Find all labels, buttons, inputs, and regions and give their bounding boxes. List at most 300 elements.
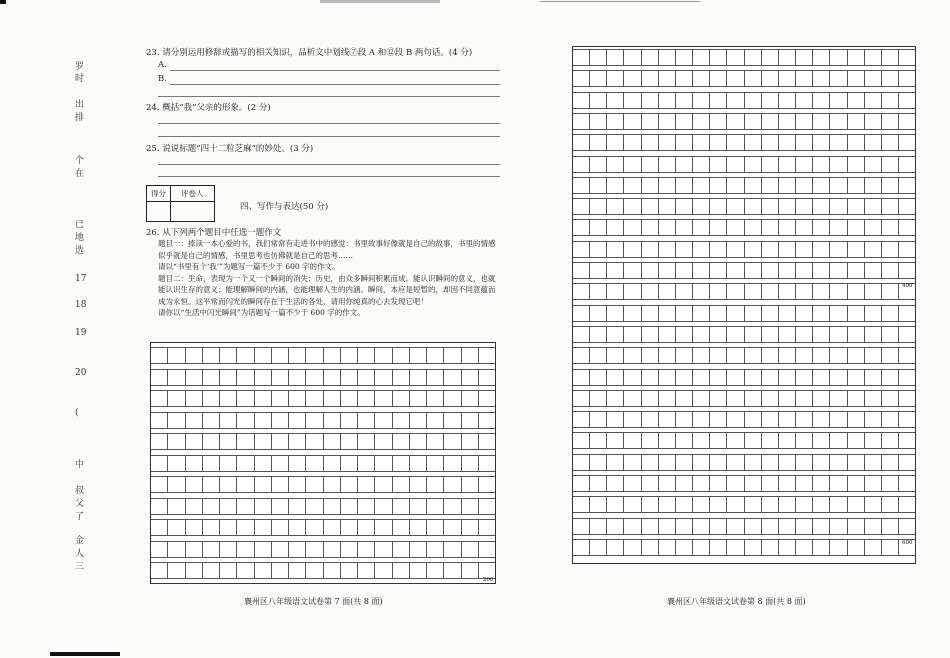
grid-cell[interactable] — [778, 113, 795, 130]
grid-cell[interactable] — [641, 496, 658, 513]
grid-cell[interactable] — [864, 92, 881, 109]
grid-cell[interactable] — [864, 198, 881, 215]
grid-cell[interactable] — [726, 70, 743, 87]
grid-cell[interactable] — [795, 518, 812, 535]
grid-cell[interactable] — [709, 369, 726, 386]
grid-cell[interactable] — [573, 262, 589, 279]
grid-cell[interactable] — [236, 541, 253, 558]
grid-cell[interactable] — [795, 198, 812, 215]
grid-cell[interactable] — [692, 49, 709, 66]
grid-cell[interactable] — [726, 475, 743, 492]
grid-cell[interactable] — [709, 539, 726, 556]
grid-cell[interactable] — [812, 134, 829, 151]
grid-cell[interactable] — [812, 539, 829, 556]
grid-cell[interactable] — [623, 432, 640, 449]
grid-cell[interactable] — [778, 283, 795, 300]
grid-cell[interactable] — [812, 347, 829, 364]
score-field[interactable] — [147, 202, 171, 222]
grid-cell[interactable] — [709, 241, 726, 258]
grid-cell[interactable] — [623, 518, 640, 535]
grid-cell[interactable] — [692, 454, 709, 471]
grid-cell[interactable] — [288, 433, 305, 450]
grid-cell[interactable] — [692, 518, 709, 535]
grid-cell[interactable] — [641, 454, 658, 471]
grid-cell[interactable] — [573, 454, 589, 471]
grid-cell[interactable] — [219, 498, 236, 515]
grid-cell[interactable] — [426, 347, 443, 364]
grid-cell[interactable] — [374, 412, 391, 429]
grid-cell[interactable] — [795, 347, 812, 364]
grid-cell[interactable] — [881, 156, 898, 173]
grid-cell[interactable] — [589, 283, 606, 300]
grid-cell[interactable] — [709, 475, 726, 492]
grid-cell[interactable] — [254, 347, 271, 364]
grid-cell[interactable] — [641, 262, 658, 279]
grid-cell[interactable] — [692, 390, 709, 407]
grid-cell[interactable] — [573, 518, 589, 535]
grid-cell[interactable] — [744, 369, 761, 386]
grid-cell[interactable] — [340, 562, 357, 579]
grid-cell[interactable] — [761, 92, 778, 109]
grid-cell[interactable] — [864, 219, 881, 236]
grid-cell[interactable] — [151, 519, 167, 536]
grid-cell[interactable] — [795, 496, 812, 513]
grid-cell[interactable] — [675, 70, 692, 87]
grid-cell[interactable] — [726, 305, 743, 322]
grid-cell[interactable] — [795, 475, 812, 492]
grid-cell[interactable] — [778, 49, 795, 66]
grid-cell[interactable] — [623, 454, 640, 471]
grid-cell[interactable] — [340, 412, 357, 429]
grid-cell[interactable] — [426, 433, 443, 450]
grid-cell[interactable] — [847, 241, 864, 258]
grid-cell[interactable] — [829, 518, 846, 535]
grid-cell[interactable] — [202, 476, 219, 493]
grid-cell[interactable] — [185, 455, 202, 472]
grid-cell[interactable] — [726, 454, 743, 471]
grid-cell[interactable] — [392, 433, 409, 450]
grid-cell[interactable] — [675, 49, 692, 66]
grid-cell[interactable] — [658, 241, 675, 258]
grid-cell[interactable] — [641, 539, 658, 556]
grid-cell[interactable] — [392, 455, 409, 472]
grid-cell[interactable] — [795, 49, 812, 66]
grid-cell[interactable] — [675, 475, 692, 492]
grid-cell[interactable] — [761, 241, 778, 258]
grid-cell[interactable] — [795, 219, 812, 236]
grid-cell[interactable] — [478, 412, 495, 429]
grid-cell[interactable] — [589, 326, 606, 343]
grid-cell[interactable] — [461, 390, 478, 407]
grid-cell[interactable] — [236, 562, 253, 579]
grid-cell[interactable] — [847, 390, 864, 407]
grid-cell[interactable] — [744, 262, 761, 279]
grid-cell[interactable] — [340, 390, 357, 407]
grid-cell[interactable] — [761, 518, 778, 535]
answer-line[interactable] — [170, 84, 500, 85]
grid-cell[interactable] — [573, 369, 589, 386]
grid-cell[interactable] — [641, 241, 658, 258]
grid-cell[interactable] — [573, 432, 589, 449]
grid-cell[interactable] — [202, 412, 219, 429]
grid-cell[interactable] — [323, 369, 340, 386]
grid-cell[interactable] — [658, 390, 675, 407]
grid-cell[interactable] — [202, 455, 219, 472]
grid-cell[interactable] — [606, 134, 623, 151]
grid-cell[interactable] — [461, 412, 478, 429]
grid-cell[interactable] — [709, 134, 726, 151]
grid-cell[interactable] — [726, 134, 743, 151]
grid-cell[interactable] — [864, 539, 881, 556]
grid-cell[interactable] — [151, 476, 167, 493]
grid-cell[interactable] — [151, 390, 167, 407]
grid-cell[interactable] — [881, 177, 898, 194]
grid-cell[interactable] — [744, 70, 761, 87]
grid-cell[interactable] — [692, 113, 709, 130]
grid-cell[interactable] — [478, 541, 495, 558]
grid-cell[interactable] — [864, 49, 881, 66]
grid-cell[interactable] — [357, 519, 374, 536]
grid-cell[interactable] — [658, 198, 675, 215]
grid-cell[interactable] — [744, 177, 761, 194]
grid-cell[interactable] — [675, 432, 692, 449]
grid-cell[interactable] — [374, 347, 391, 364]
grid-cell[interactable] — [812, 70, 829, 87]
grid-cell[interactable] — [658, 92, 675, 109]
grid-cell[interactable] — [202, 347, 219, 364]
grid-cell[interactable] — [573, 241, 589, 258]
grid-cell[interactable] — [426, 562, 443, 579]
grid-cell[interactable] — [795, 156, 812, 173]
grid-cell[interactable] — [812, 92, 829, 109]
grid-cell[interactable] — [589, 369, 606, 386]
grid-cell[interactable] — [847, 156, 864, 173]
grid-cell[interactable] — [864, 496, 881, 513]
grid-cell[interactable] — [675, 219, 692, 236]
grid-cell[interactable] — [167, 519, 184, 536]
grid-cell[interactable] — [357, 455, 374, 472]
grid-cell[interactable] — [641, 432, 658, 449]
grid-cell[interactable] — [623, 262, 640, 279]
grid-cell[interactable] — [692, 134, 709, 151]
grid-cell[interactable] — [761, 156, 778, 173]
grid-cell[interactable] — [881, 305, 898, 322]
grid-cell[interactable] — [167, 562, 184, 579]
grid-cell[interactable] — [288, 412, 305, 429]
grid-cell[interactable] — [726, 156, 743, 173]
grid-cell[interactable] — [744, 432, 761, 449]
grid-cell[interactable] — [271, 412, 288, 429]
grid-cell[interactable] — [641, 134, 658, 151]
grid-cell[interactable] — [606, 305, 623, 322]
grid-cell[interactable] — [589, 49, 606, 66]
grid-cell[interactable] — [606, 219, 623, 236]
grid-cell[interactable] — [185, 498, 202, 515]
grid-cell[interactable] — [623, 134, 640, 151]
grid-cell[interactable] — [340, 476, 357, 493]
grid-cell[interactable] — [709, 156, 726, 173]
grid-cell[interactable] — [185, 412, 202, 429]
grid-cell[interactable] — [761, 475, 778, 492]
grid-cell[interactable] — [881, 475, 898, 492]
grid-cell[interactable] — [167, 412, 184, 429]
grid-cell[interactable] — [881, 219, 898, 236]
grid-cell[interactable] — [812, 475, 829, 492]
grid-cell[interactable] — [795, 241, 812, 258]
grid-cell[interactable] — [898, 411, 915, 428]
grid-cell[interactable] — [726, 496, 743, 513]
grid-cell[interactable] — [202, 369, 219, 386]
grid-cell[interactable] — [847, 326, 864, 343]
grid-cell[interactable] — [675, 369, 692, 386]
grid-cell[interactable] — [812, 49, 829, 66]
grid-cell[interactable] — [461, 562, 478, 579]
grid-cell[interactable] — [426, 412, 443, 429]
grid-cell[interactable] — [864, 134, 881, 151]
grid-cell[interactable] — [271, 455, 288, 472]
grid-cell[interactable] — [795, 390, 812, 407]
grid-cell[interactable] — [761, 496, 778, 513]
grid-cell[interactable] — [236, 433, 253, 450]
grid-cell[interactable] — [658, 305, 675, 322]
grid-cell[interactable] — [323, 498, 340, 515]
grid-cell[interactable] — [726, 432, 743, 449]
grid-cell[interactable] — [236, 476, 253, 493]
grid-cell[interactable] — [778, 475, 795, 492]
grid-cell[interactable] — [357, 541, 374, 558]
grid-cell[interactable] — [744, 518, 761, 535]
grid-cell[interactable] — [151, 369, 167, 386]
grid-cell[interactable] — [726, 219, 743, 236]
grid-cell[interactable] — [323, 541, 340, 558]
grid-cell[interactable] — [881, 49, 898, 66]
grid-cell[interactable] — [606, 177, 623, 194]
grid-cell[interactable] — [744, 539, 761, 556]
grid-cell[interactable] — [709, 326, 726, 343]
grid-cell[interactable] — [185, 347, 202, 364]
grid-cell[interactable] — [658, 177, 675, 194]
grid-cell[interactable] — [864, 347, 881, 364]
grid-cell[interactable] — [658, 283, 675, 300]
grid-cell[interactable] — [641, 113, 658, 130]
grid-cell[interactable] — [864, 454, 881, 471]
grid-cell[interactable] — [167, 347, 184, 364]
grid-cell[interactable] — [675, 156, 692, 173]
grid-cell[interactable] — [709, 198, 726, 215]
grid-cell[interactable] — [606, 411, 623, 428]
grid-cell[interactable] — [881, 262, 898, 279]
grid-cell[interactable] — [589, 156, 606, 173]
grid-cell[interactable] — [829, 454, 846, 471]
grid-cell[interactable] — [864, 177, 881, 194]
grid-cell[interactable] — [847, 347, 864, 364]
grid-cell[interactable] — [219, 562, 236, 579]
grid-cell[interactable] — [305, 541, 322, 558]
grid-cell[interactable] — [606, 241, 623, 258]
grid-cell[interactable] — [641, 49, 658, 66]
grid-cell[interactable] — [778, 262, 795, 279]
grid-cell[interactable] — [478, 455, 495, 472]
grid-cell[interactable] — [898, 241, 915, 258]
grid-cell[interactable] — [606, 432, 623, 449]
grid-cell[interactable] — [392, 347, 409, 364]
grid-cell[interactable] — [374, 455, 391, 472]
grid-cell[interactable] — [675, 113, 692, 130]
grid-cell[interactable] — [847, 496, 864, 513]
grid-cell[interactable] — [675, 496, 692, 513]
answer-line[interactable] — [158, 136, 500, 137]
grid-cell[interactable] — [658, 134, 675, 151]
grid-cell[interactable] — [589, 475, 606, 492]
grid-cell[interactable] — [589, 305, 606, 322]
grid-cell[interactable] — [288, 519, 305, 536]
grid-cell[interactable] — [761, 539, 778, 556]
grid-cell[interactable] — [726, 198, 743, 215]
grid-cell[interactable] — [744, 198, 761, 215]
grid-cell[interactable] — [744, 92, 761, 109]
grid-cell[interactable] — [271, 433, 288, 450]
grid-cell[interactable] — [254, 519, 271, 536]
grid-cell[interactable] — [692, 305, 709, 322]
grid-cell[interactable] — [606, 113, 623, 130]
grid-cell[interactable] — [340, 541, 357, 558]
grid-cell[interactable] — [709, 92, 726, 109]
grid-cell[interactable] — [812, 113, 829, 130]
grid-cell[interactable] — [812, 432, 829, 449]
grid-cell[interactable] — [623, 496, 640, 513]
grid-cell[interactable] — [761, 70, 778, 87]
grid-cell[interactable] — [271, 369, 288, 386]
grid-cell[interactable] — [323, 476, 340, 493]
grid-cell[interactable] — [641, 177, 658, 194]
grid-cell[interactable] — [709, 305, 726, 322]
grid-cell[interactable] — [675, 390, 692, 407]
grid-cell[interactable] — [692, 92, 709, 109]
grid-cell[interactable] — [443, 369, 460, 386]
grid-cell[interactable] — [185, 369, 202, 386]
grid-cell[interactable] — [847, 305, 864, 322]
grid-cell[interactable] — [898, 49, 915, 66]
grid-cell[interactable] — [589, 177, 606, 194]
grid-cell[interactable] — [658, 262, 675, 279]
grid-cell[interactable] — [606, 326, 623, 343]
grid-cell[interactable] — [288, 476, 305, 493]
grid-cell[interactable] — [658, 219, 675, 236]
grid-cell[interactable] — [254, 455, 271, 472]
grid-cell[interactable] — [881, 70, 898, 87]
grid-cell[interactable] — [898, 347, 915, 364]
grid-cell[interactable] — [778, 92, 795, 109]
grid-cell[interactable] — [340, 519, 357, 536]
grid-cell[interactable] — [271, 347, 288, 364]
grid-cell[interactable] — [847, 475, 864, 492]
grid-cell[interactable] — [443, 433, 460, 450]
grid-cell[interactable] — [167, 498, 184, 515]
grid-cell[interactable] — [573, 219, 589, 236]
grid-cell[interactable] — [323, 433, 340, 450]
grid-cell[interactable] — [357, 498, 374, 515]
grid-cell[interactable] — [606, 262, 623, 279]
grid-cell[interactable] — [409, 541, 426, 558]
grid-cell[interactable] — [864, 432, 881, 449]
grid-cell[interactable] — [778, 454, 795, 471]
grid-cell[interactable] — [167, 433, 184, 450]
grid-cell[interactable] — [778, 518, 795, 535]
grid-cell[interactable] — [185, 476, 202, 493]
grid-cell[interactable] — [271, 519, 288, 536]
grid-cell[interactable] — [219, 476, 236, 493]
grid-cell[interactable] — [812, 177, 829, 194]
grid-cell[interactable] — [167, 390, 184, 407]
grid-cell[interactable] — [236, 369, 253, 386]
grid-cell[interactable] — [573, 475, 589, 492]
grid-cell[interactable] — [847, 432, 864, 449]
grid-cell[interactable] — [185, 562, 202, 579]
grid-cell[interactable] — [812, 219, 829, 236]
grid-cell[interactable] — [709, 262, 726, 279]
grid-cell[interactable] — [881, 113, 898, 130]
grid-cell[interactable] — [829, 177, 846, 194]
grid-cell[interactable] — [461, 498, 478, 515]
grid-cell[interactable] — [426, 498, 443, 515]
grid-cell[interactable] — [409, 476, 426, 493]
grid-cell[interactable] — [795, 326, 812, 343]
grid-cell[interactable] — [744, 305, 761, 322]
grid-cell[interactable] — [658, 432, 675, 449]
grid-cell[interactable] — [744, 241, 761, 258]
grid-cell[interactable] — [692, 496, 709, 513]
grid-cell[interactable] — [573, 305, 589, 322]
grid-cell[interactable] — [692, 198, 709, 215]
grid-cell[interactable] — [847, 283, 864, 300]
grid-cell[interactable] — [726, 283, 743, 300]
grid-cell[interactable] — [167, 476, 184, 493]
grid-cell[interactable] — [829, 283, 846, 300]
grid-cell[interactable] — [675, 262, 692, 279]
grid-cell[interactable] — [881, 390, 898, 407]
grid-cell[interactable] — [898, 326, 915, 343]
grid-cell[interactable] — [898, 432, 915, 449]
grid-cell[interactable] — [641, 198, 658, 215]
grid-cell[interactable] — [726, 390, 743, 407]
grid-cell[interactable] — [709, 113, 726, 130]
grid-cell[interactable] — [761, 326, 778, 343]
grid-cell[interactable] — [864, 475, 881, 492]
grid-cell[interactable] — [623, 369, 640, 386]
grid-cell[interactable] — [812, 198, 829, 215]
grid-cell[interactable] — [288, 562, 305, 579]
grid-cell[interactable] — [829, 369, 846, 386]
grid-cell[interactable] — [881, 347, 898, 364]
grid-cell[interactable] — [744, 347, 761, 364]
grid-cell[interactable] — [864, 326, 881, 343]
grid-cell[interactable] — [623, 219, 640, 236]
grid-cell[interactable] — [744, 411, 761, 428]
grid-cell[interactable] — [623, 156, 640, 173]
grid-cell[interactable] — [709, 411, 726, 428]
grid-cell[interactable] — [726, 518, 743, 535]
grid-cell[interactable] — [606, 390, 623, 407]
grid-cell[interactable] — [675, 326, 692, 343]
grid-cell[interactable] — [478, 390, 495, 407]
grid-cell[interactable] — [392, 412, 409, 429]
grid-cell[interactable] — [761, 49, 778, 66]
grid-cell[interactable] — [288, 369, 305, 386]
grid-cell[interactable] — [305, 476, 322, 493]
grid-cell[interactable] — [658, 347, 675, 364]
grid-cell[interactable] — [675, 518, 692, 535]
grid-cell[interactable] — [898, 390, 915, 407]
